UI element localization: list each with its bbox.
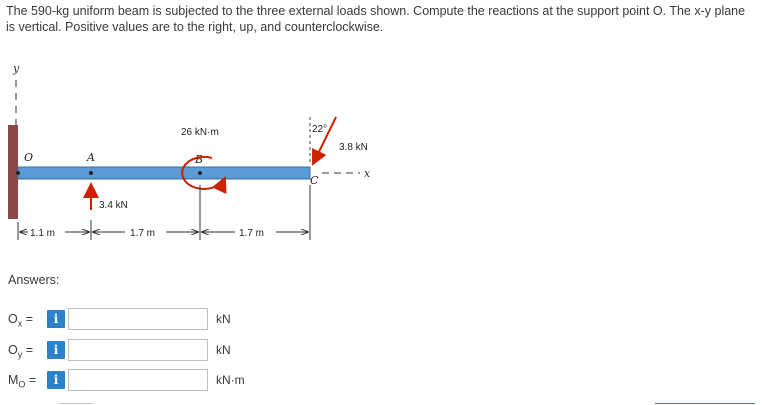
oy-input[interactable] xyxy=(68,339,208,361)
point-b-dot xyxy=(198,171,202,175)
y-axis-label: y xyxy=(13,62,20,75)
force-a-label: 3.4 kN xyxy=(99,200,128,211)
point-a-dot xyxy=(89,171,93,175)
point-c-label: C xyxy=(310,174,319,187)
oy-label: $O_y$ = xyxy=(8,343,34,360)
force-c-label: 3.8 kN xyxy=(339,142,368,153)
point-o-dot xyxy=(16,171,20,175)
oy-unit: kN xyxy=(216,343,231,357)
angle-label: 22° xyxy=(312,124,328,135)
dim-label-1: 1.1 m xyxy=(30,228,56,239)
divider-right xyxy=(655,403,755,404)
moment-label: 26 kN·m xyxy=(181,127,219,138)
info-icon[interactable]: i xyxy=(47,371,65,389)
ox-label: $O_x$ = xyxy=(8,312,34,329)
info-icon[interactable]: i xyxy=(47,341,65,359)
dim-label-2: 1.7 m xyxy=(130,228,156,239)
ox-unit: kN xyxy=(216,312,231,326)
mo-unit: kN·m xyxy=(216,373,245,387)
point-o-label: O xyxy=(24,151,34,164)
divider-left xyxy=(58,403,94,404)
ox-input[interactable] xyxy=(68,308,208,330)
mo-label: $M_O$ = xyxy=(8,373,37,390)
beam xyxy=(18,167,310,179)
mo-input[interactable] xyxy=(68,369,208,391)
beam-diagram xyxy=(0,60,400,245)
x-axis-label: x xyxy=(364,167,371,180)
point-b-label: B xyxy=(195,153,204,166)
point-a-label: A xyxy=(87,151,95,164)
info-icon[interactable]: i xyxy=(47,310,65,328)
question-text: The 590-kg uniform beam is subjected to the three external loads shown. Compute the reactions at the support point O. The x-y plane is vertical. Positive values are to the right, up, and counterclockwise. xyxy=(6,4,746,34)
dim-label-3: 1.7 m xyxy=(239,228,265,239)
answers-heading: Answers: xyxy=(8,273,60,287)
